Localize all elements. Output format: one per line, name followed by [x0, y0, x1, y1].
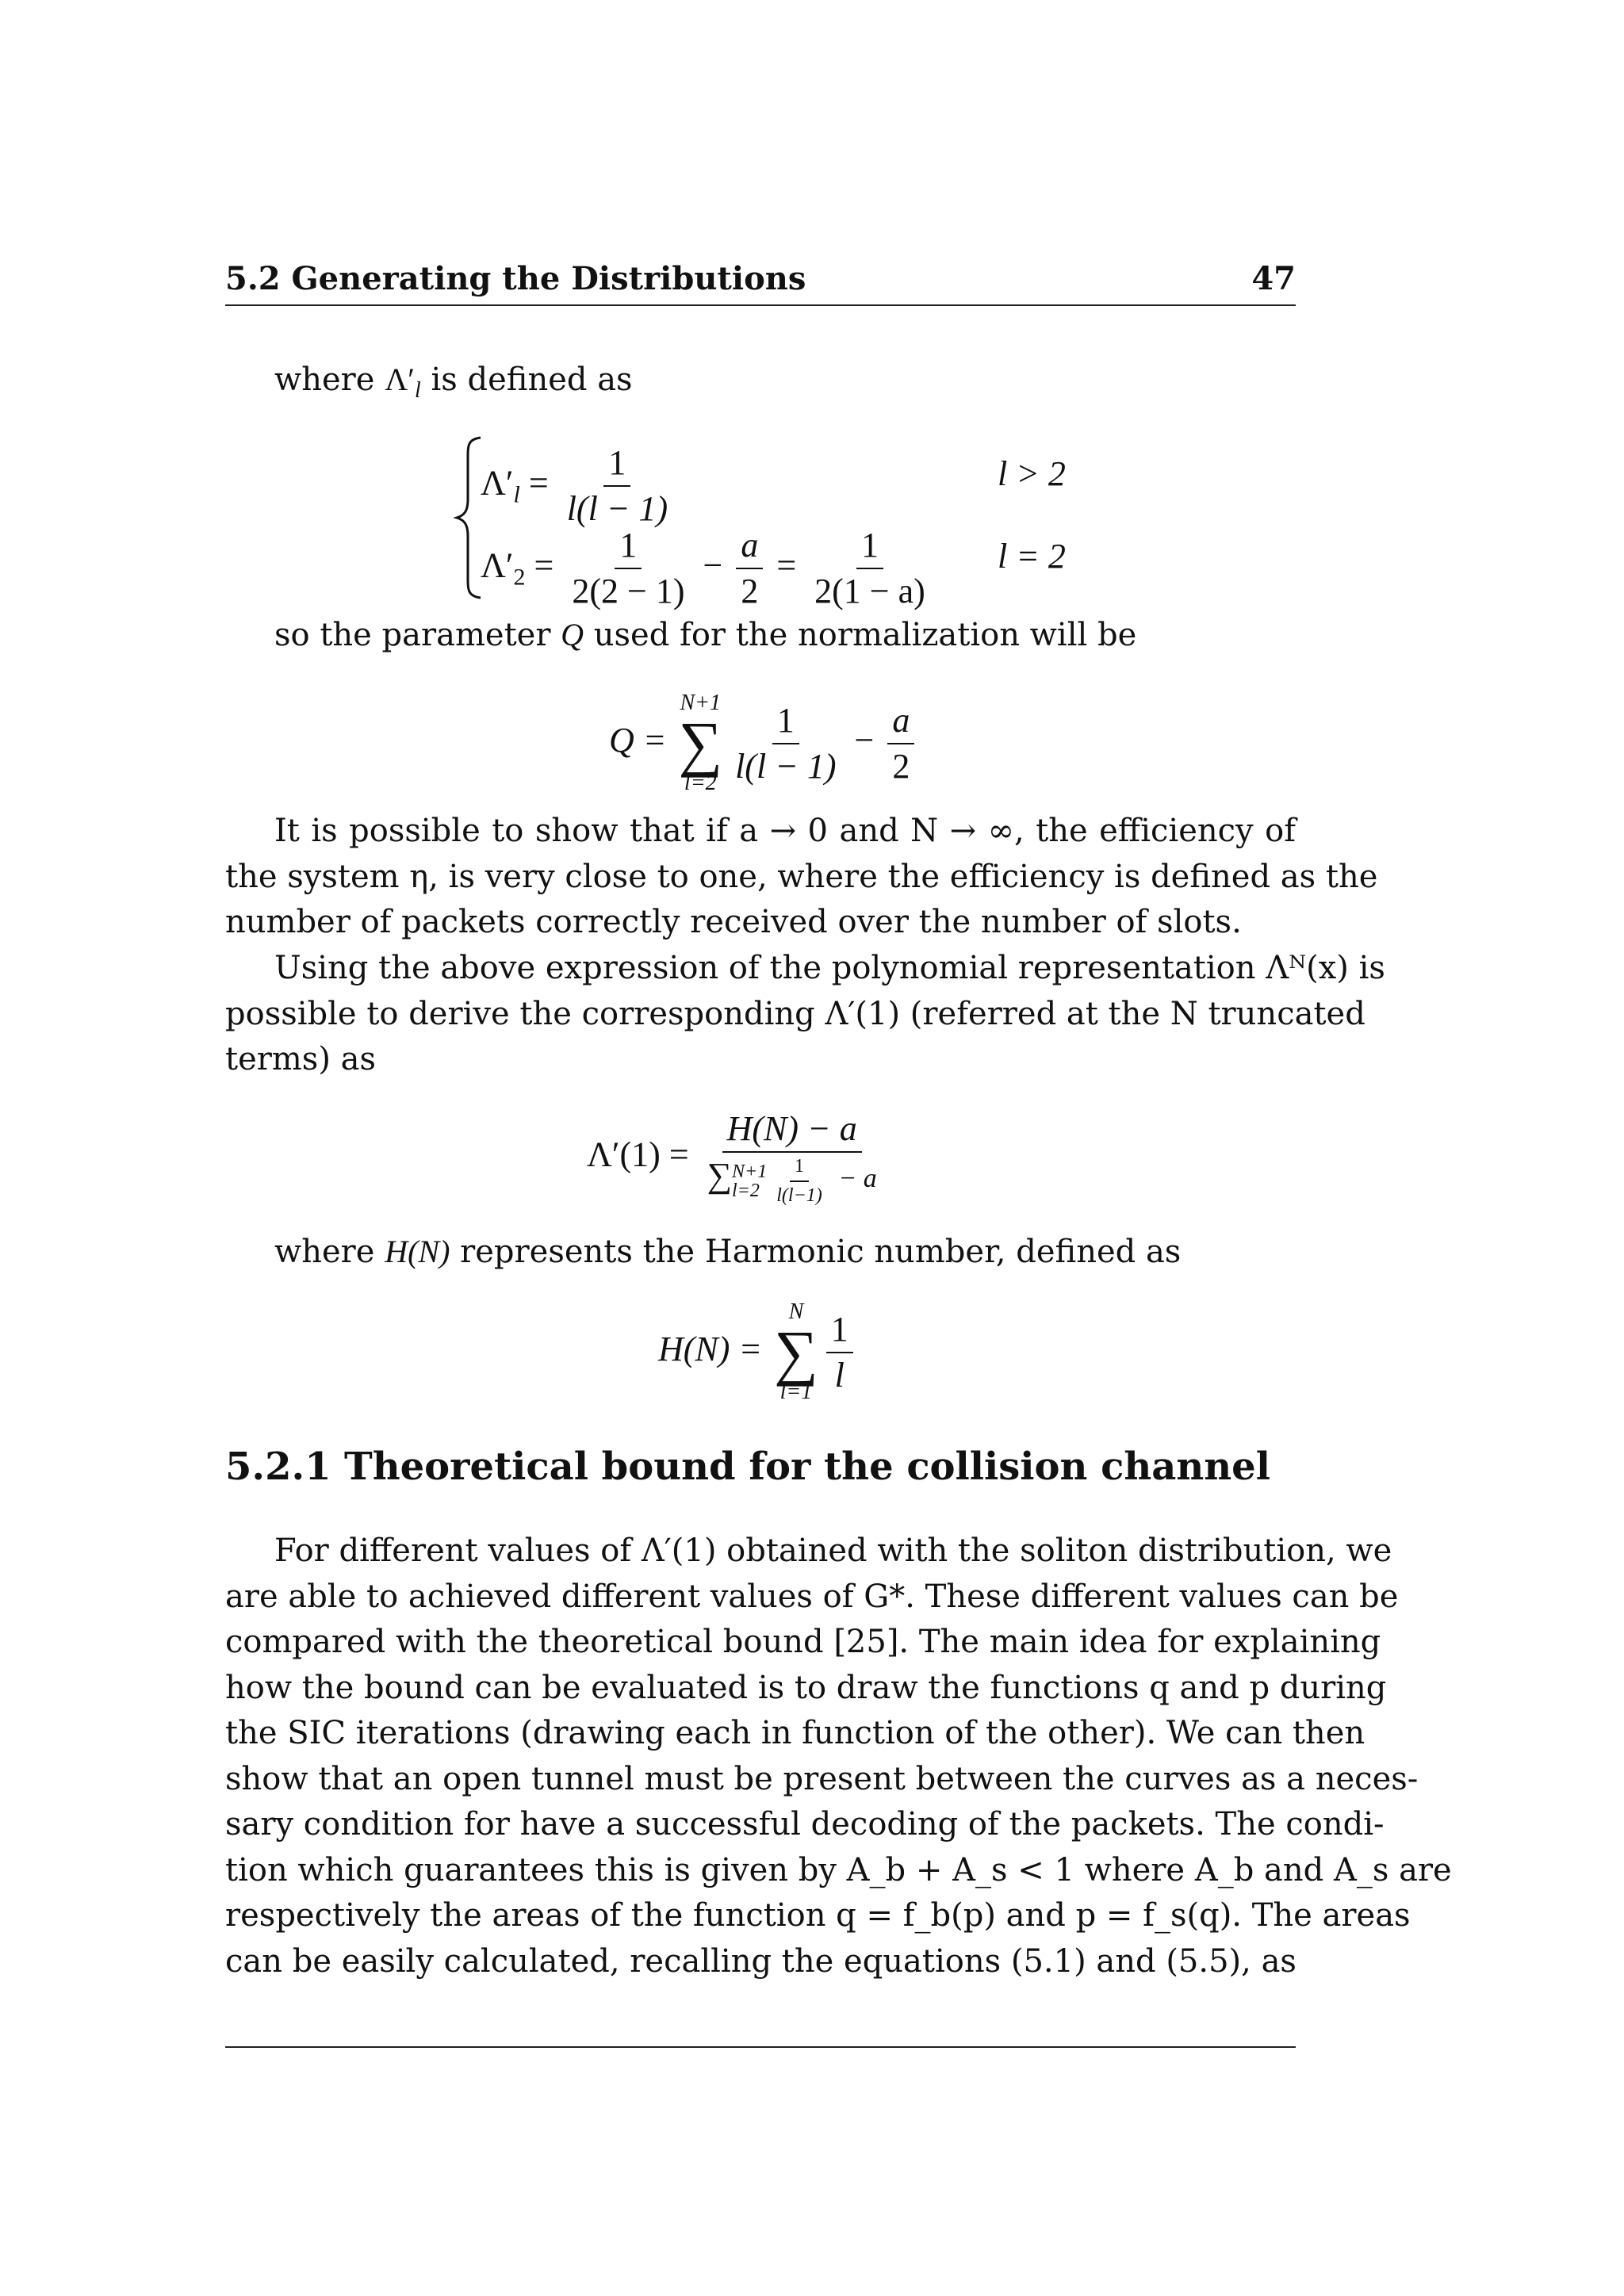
running-header-title: 5.2 Generating the Distributions [225, 260, 806, 297]
normalization-line: so the parameter Q used for the normalization will be [274, 617, 1137, 653]
footer-rule [225, 2046, 1296, 2048]
equation-lambda-prime: Λ′(1) = H(N) − a ∑ N+1 l=2 $\frac{1}{l(l-1)}$ − a [587, 1109, 877, 1206]
equation-harmonic: H(N) = N ∑ l=1 $\frac{1}{l}$ [658, 1300, 858, 1405]
case-row-2-condition: l = 2 [998, 537, 1066, 576]
case-row-1: $\Lambda'_l$ = $\frac{1}{l(l - 1)}$ [481, 443, 668, 529]
header-rule [225, 304, 1296, 306]
paragraph-polynomial: Using the above expression of the polynomial representation Λᴺ(x) is possible to derive the corresponding Λ′(1) (referred at the N truncated terms) as [225, 950, 1385, 1077]
intro-line: where $\Lambda'_l$ is defined as [274, 362, 633, 403]
paragraph-efficiency: It is possible to show that if a → 0 and N → ∞, the efficiency of the system η, is very close to one, where the efficiency is defined as the number of packets correctly received over the number of slots. [225, 813, 1378, 940]
case-row-1-condition: l > 2 [998, 454, 1066, 493]
equation-q: Q = N+1 ∑ l=2 $\frac{1}{l(l - 1)}$ − $\frac{a}{2}$ [609, 691, 919, 796]
harmonic-line: where H(N) represents the Harmonic number, defined as [274, 1234, 1182, 1270]
paragraph-theoretical-bound: For different values of Λ′(1) obtained with the soliton distribution, we are able to achieved different values of G*. These different values can be compared with the theoretical bound [25]. The main idea for explaining how the bound can be evaluated is to draw the functions q and p during the SIC iterations (drawing each in function of the other). We can then show that an open tunnel must be present between the curves as a neces- sary condition for have a successful decoding of the packets. The condi- tion which guarantees this is given by A_b + A_s < 1 where A_b and A_s are respectively the areas of the function q = f_b(p) and p = f_s(q). The areas can be easily calculated, recalling the equations (5.1) and (5.5), as [225, 1533, 1452, 1980]
section-heading: 5.2.1 Theoretical bound for the collision channel [225, 1445, 1270, 1489]
case-row-2: $\Lambda'_2$ = $\frac{1}{2(2 - 1)}$ − $\frac{a}{2}$ = $\frac{1}{2(1 - a)}$ [481, 526, 925, 611]
page-number: 47 [1251, 260, 1296, 297]
